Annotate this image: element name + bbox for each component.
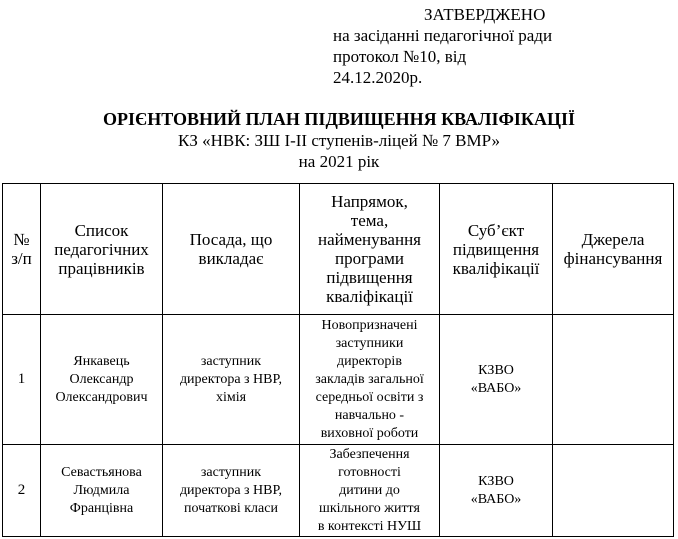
training-topic: Забезпечення готовності дитини до шкільного життя в контексті НУШ [300,445,440,537]
header-subject: Суб’єкт підвищення кваліфікації [440,184,553,315]
approval-line: протокол №10, від [333,47,467,66]
training-subject: КЗВО «ВАБО» [440,315,553,445]
funding-source [553,445,674,537]
plan-year: на 2021 рік [298,152,380,171]
document-title: ОРІЄНТОВНИЙ ПЛАН ПІДВИЩЕННЯ КВАЛІФІКАЦІЇ [103,109,575,129]
header-funding: Джерела фінансування [553,184,674,315]
staff-name: Янкавець Олександр Олександрович [41,315,163,445]
staff-position: заступник директора з НВР, початкові класи [163,445,300,537]
organization-name: КЗ «НВК: ЗШ І-ІІ ступенів-ліцей № 7 ВМР» [178,131,500,150]
table-row [3,315,674,445]
approval-line: 24.12.2020р. [333,68,423,87]
approval-line: на засіданні педагогічної ради [333,26,553,45]
document-heading [0,108,678,172]
row-number: 2 [3,445,41,537]
funding-source [553,315,674,445]
table-header-row [3,184,674,315]
staff-position: заступник директора з НВР, хімія [163,315,300,445]
header-position: Посада, що викладає [163,184,300,315]
header-number: № з/п [3,184,41,315]
training-topic: Новопризначені заступники директорів закладів загальної середньої освіти з навчально - виховної роботи [300,315,440,445]
approval-title: ЗАТВЕРДЖЕНО [424,5,546,24]
table-row [3,445,674,537]
staff-name: Севастьянова Людмила Францівна [41,445,163,537]
qualification-plan-table [2,183,674,537]
header-staff-list: Список педагогічних працівників [41,184,163,315]
approval-block [333,4,552,88]
training-subject: КЗВО «ВАБО» [440,445,553,537]
row-number: 1 [3,315,41,445]
header-topic: Напрямок, тема, найменування програми підвищення кваліфікації [300,184,440,315]
